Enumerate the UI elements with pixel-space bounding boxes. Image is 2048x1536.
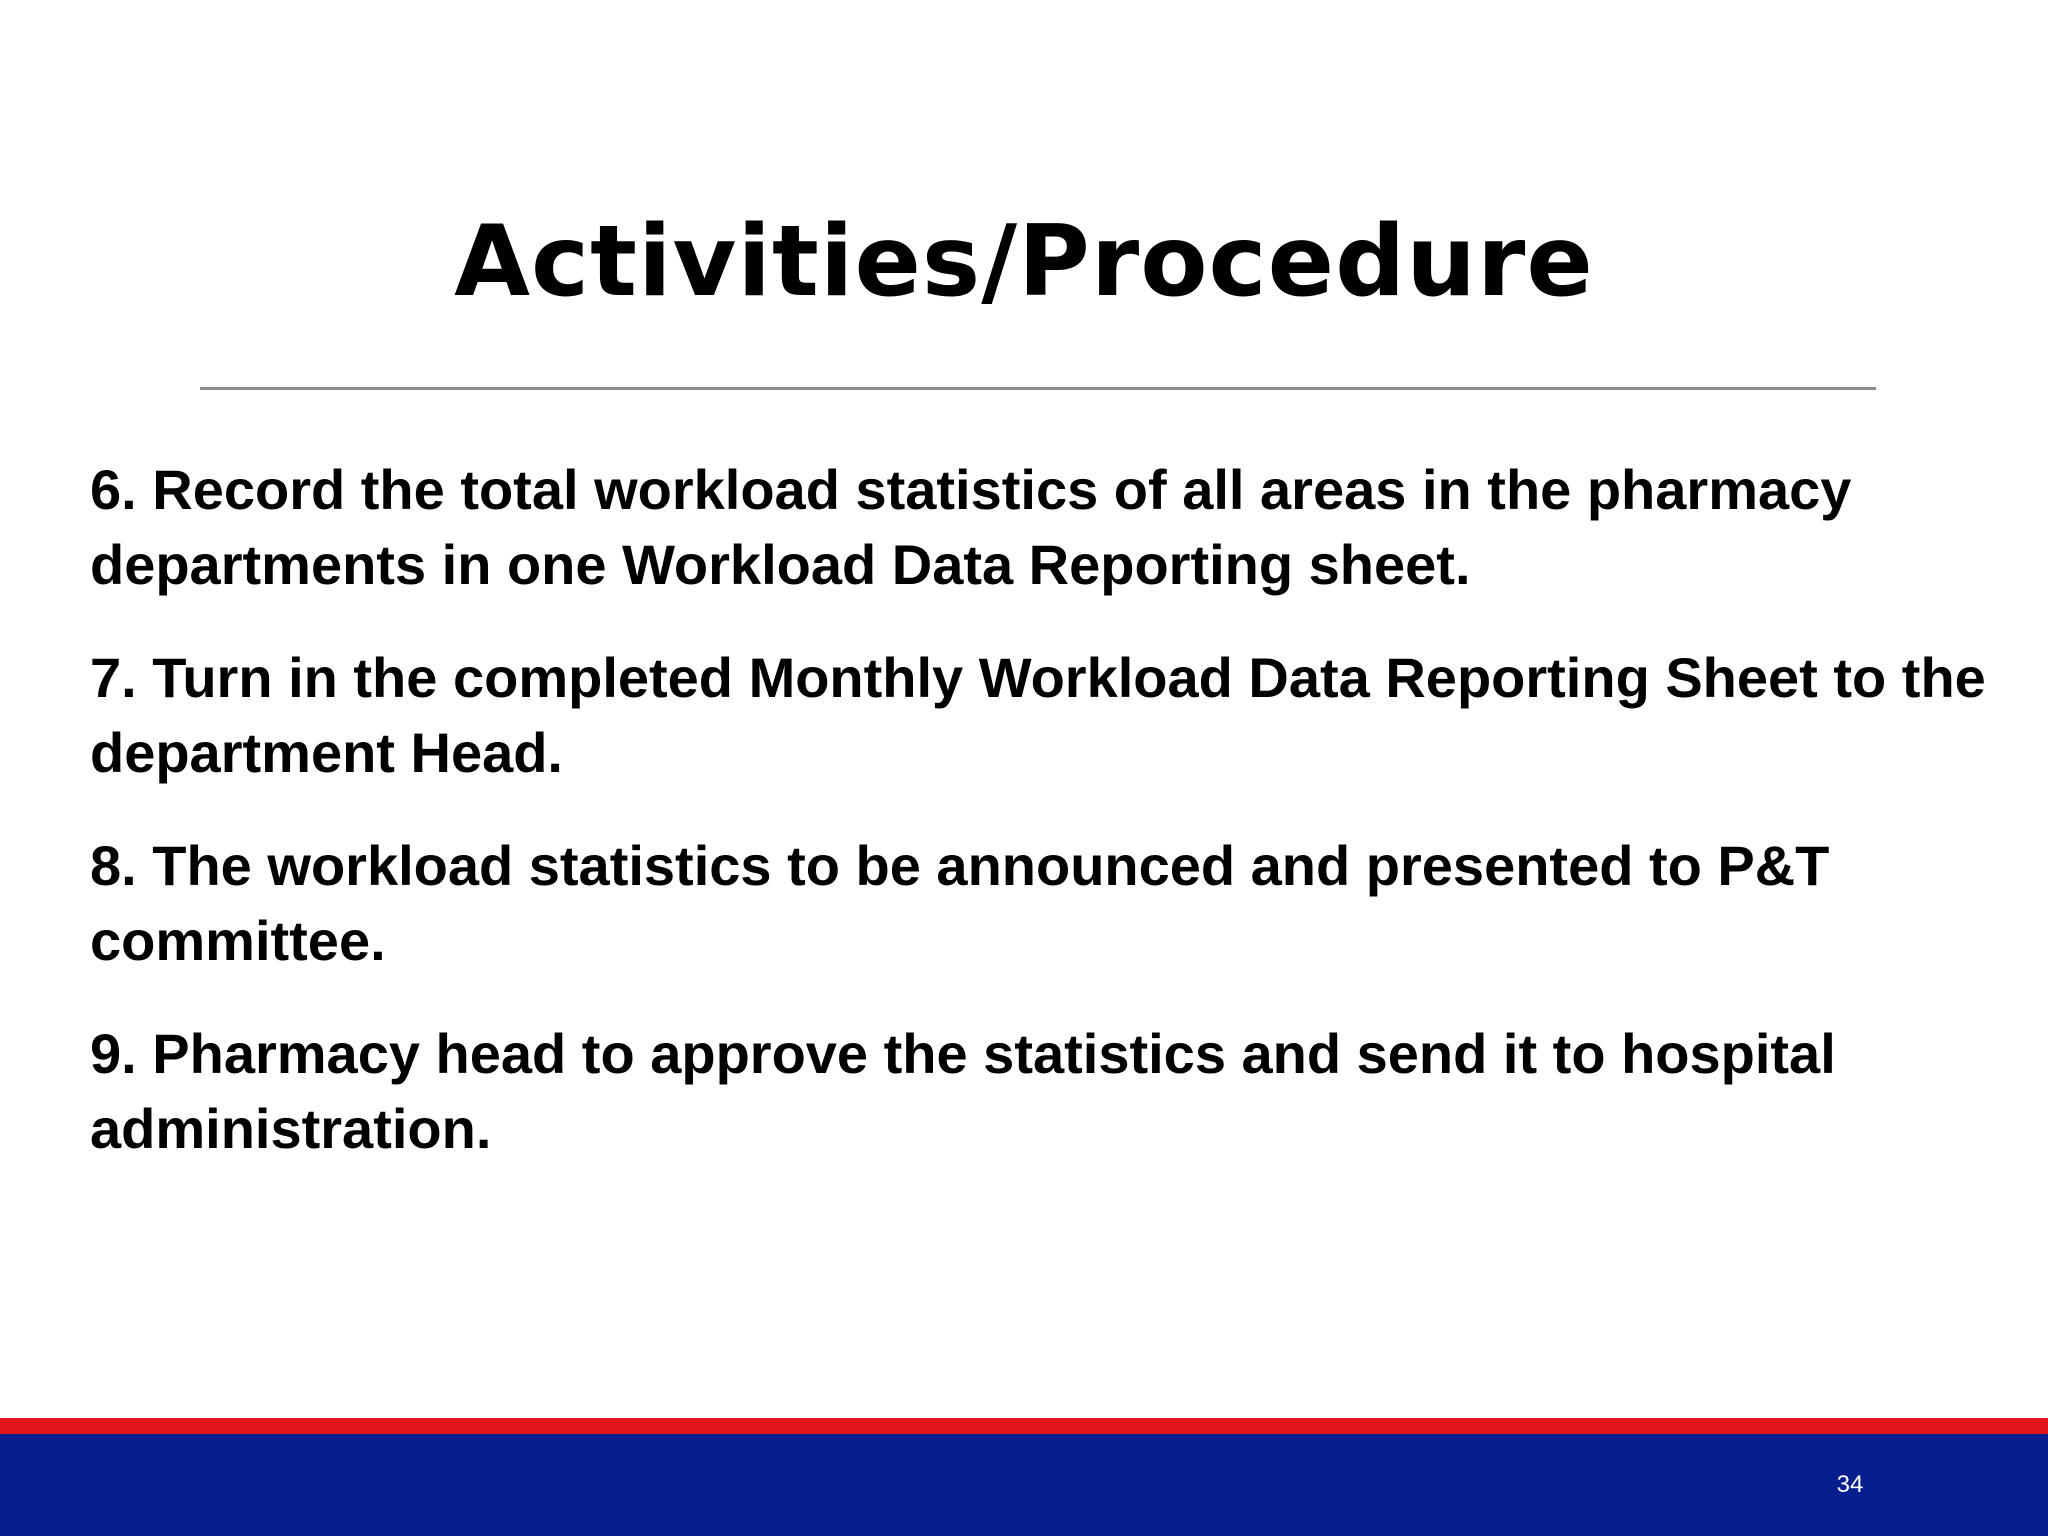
slide-title: Activities/Procedure (454, 205, 1594, 319)
list-item: 9. Pharmacy head to approve the statistics and send it to hospital administration. (90, 1022, 1836, 1160)
procedure-list (90, 452, 1990, 1204)
page-number: 34 (1836, 1471, 1864, 1498)
list-item: 8. The workload statistics to be announced and presented to P&T committee. (90, 834, 1830, 972)
list-item: 7. Turn in the completed Monthly Workload Data Reporting Sheet to the department Head. (90, 646, 1986, 784)
footer-red-stripe (0, 1418, 2048, 1434)
title-divider (200, 387, 1876, 390)
footer-blue-band (0, 1434, 2048, 1536)
list-item: 6. Record the total workload statistics of all areas in the pharmacy departments in one Workload Data Reporting sheet. (90, 458, 1852, 596)
